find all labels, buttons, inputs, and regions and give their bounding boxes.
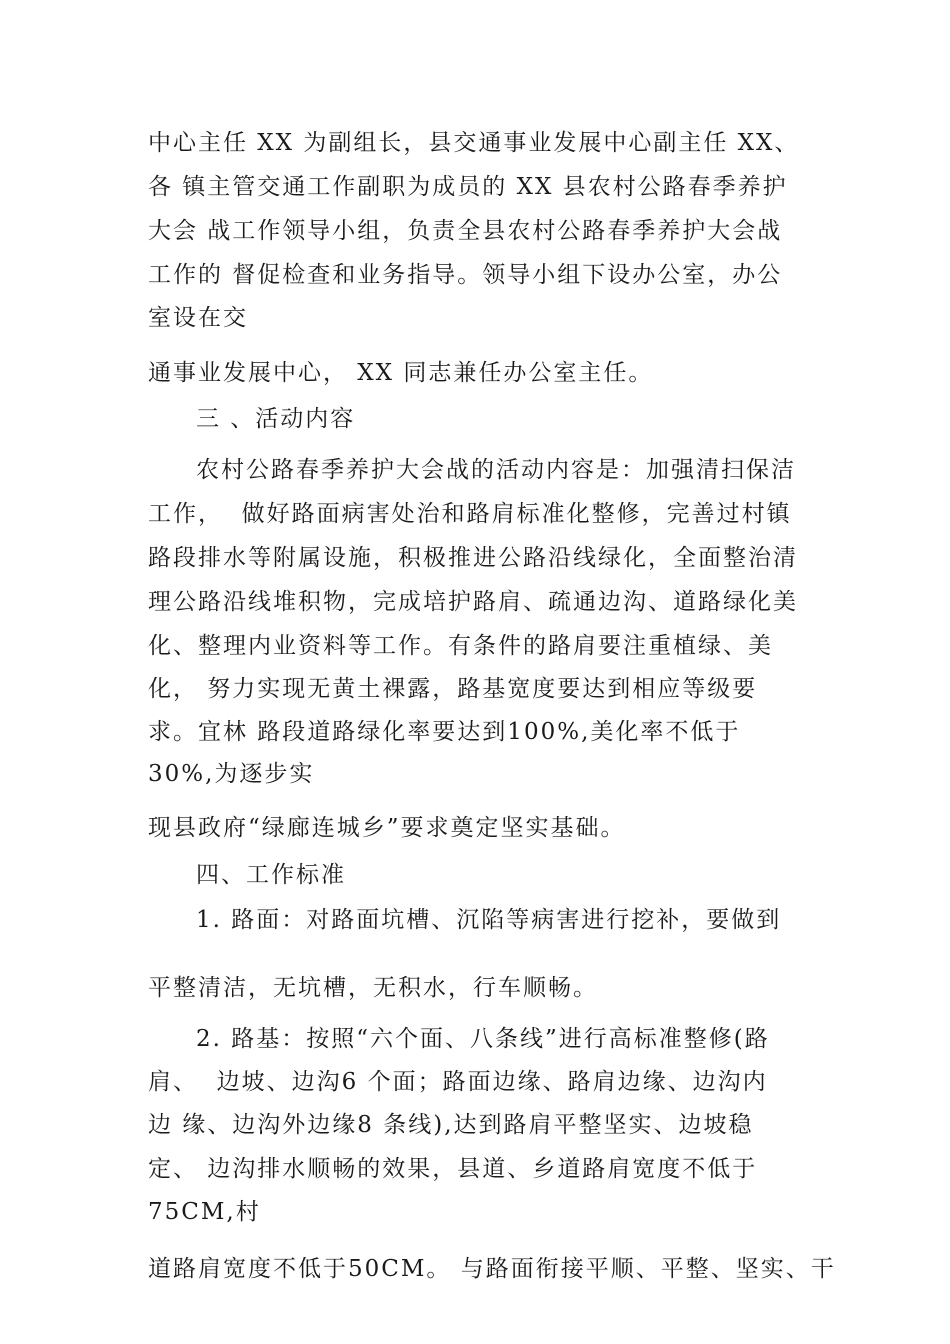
text-line: 各 镇主管交通工作副职为成员的 XX 县农村公路春季养护 [148, 174, 788, 200]
text-line: 理公路沿线堆积物，完成培护路肩、疏通边沟、道路绿化美 [148, 589, 798, 615]
text-line: 农村公路春季养护大会战的活动内容是：加强清扫保洁 [196, 457, 796, 483]
text-line: 道路肩宽度不低于50CM。 与路面衔接平顺、平整、坚实、干 [148, 1256, 836, 1282]
text-line: 室设在交 [148, 305, 248, 331]
text-line: 30%,为逐步实 [148, 761, 315, 787]
text-line: 工作的 督促检查和业务指导。领导小组下设办公室，办公 [148, 262, 783, 288]
text-line: 工作， 做好路面病害处治和路肩标准化整修，完善过村镇 [148, 501, 792, 527]
text-line: 边 缘、边沟外边缘8 条线),达到路肩平整坚实、边坡稳 [148, 1112, 754, 1138]
text-line: 大会 战工作领导小组，负责全县农村公路春季养护大会战 [148, 218, 783, 244]
text-line: 75CM,村 [148, 1199, 261, 1225]
text-line: 化， 努力实现无黄土裸露，路基宽度要达到相应等级要 [148, 676, 758, 702]
text-line: 平整清洁，无坑槽，无积水，行车顺畅。 [148, 975, 598, 1001]
text-line: 中心主任 XX 为副组长，县交通事业发展中心副主任 XX、 [148, 130, 800, 156]
text-line: 化、整理内业资料等工作。有条件的路肩要注重植绿、美 [148, 633, 773, 659]
section-heading: 三 、活动内容 [196, 406, 356, 432]
text-line: 1. 路面：对路面坑槽、沉陷等病害进行挖补，要做到 [196, 907, 782, 933]
text-line: 通事业发展中心， XX 同志兼任办公室主任。 [148, 360, 654, 386]
text-line: 定、 边沟排水顺畅的效果，县道、乡道路肩宽度不低于 [148, 1156, 758, 1182]
text-line: 求。宜林 路段道路绿化率要达到100%,美化率不低于 [148, 719, 741, 745]
text-line: 2. 路基：按照“六个面、八条线”进行高标准整修(路 [196, 1026, 770, 1052]
text-line: 现县政府“绿廊连城乡”要求奠定坚实基础。 [148, 815, 626, 841]
text-line: 肩、 边坡、边沟6 个面；路面边缘、路肩边缘、边沟内 [148, 1069, 768, 1095]
text-line: 路段排水等附属设施，积极推进公路沿线绿化，全面整治清 [148, 545, 798, 571]
section-heading: 四、工作标准 [196, 862, 346, 888]
